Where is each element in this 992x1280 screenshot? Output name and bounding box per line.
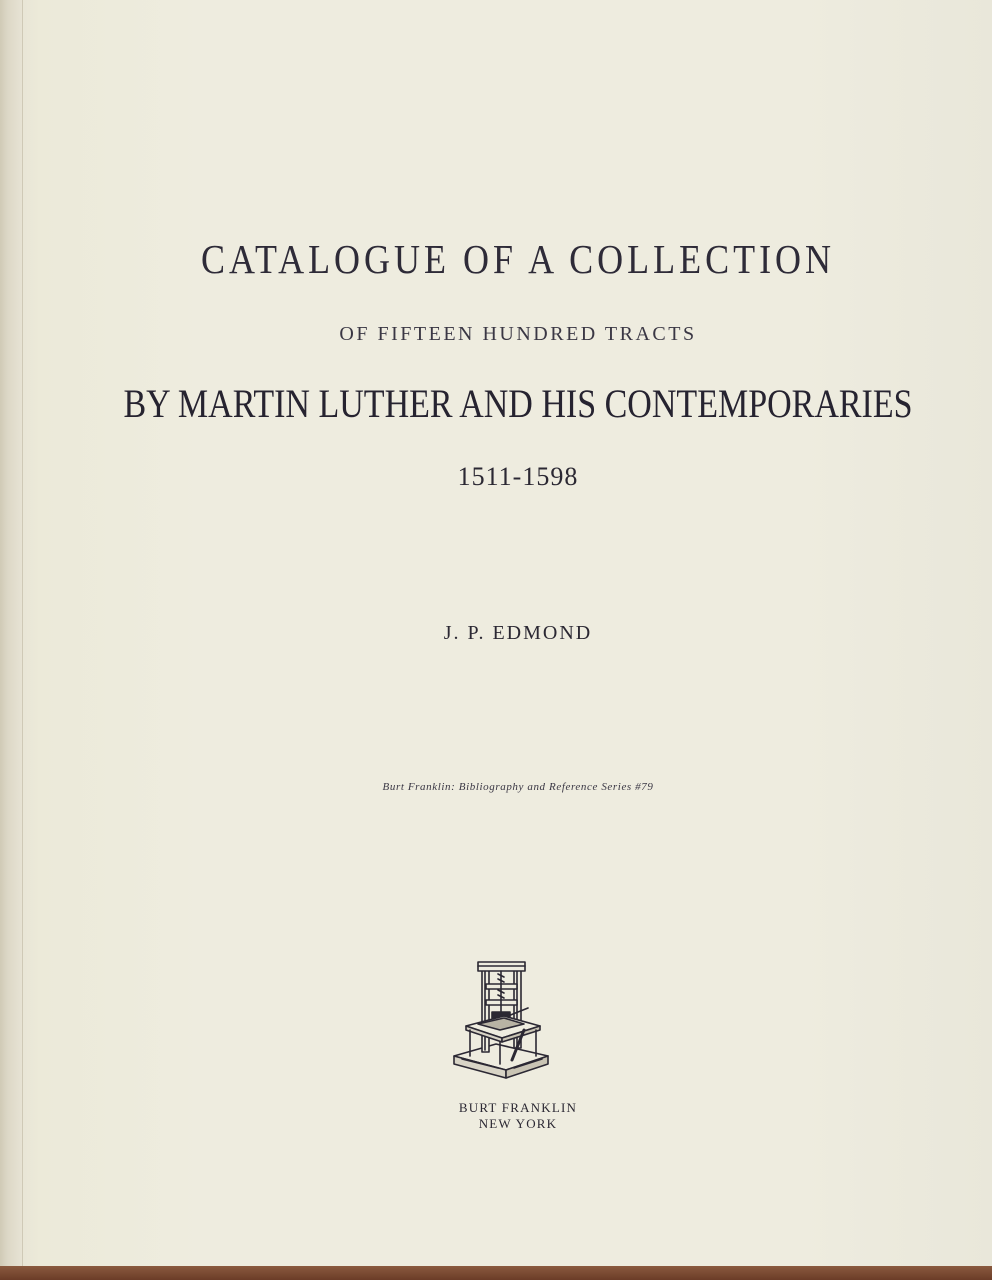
publisher-name: BURT FRANKLIN <box>458 1100 578 1115</box>
publisher-city: NEW YORK <box>478 1116 558 1131</box>
author-name: J. P. EDMOND <box>443 622 593 644</box>
title-line-1: CATALOGUE OF A COLLECTION <box>200 236 836 282</box>
book-cover-edge <box>0 1266 992 1280</box>
date-range: 1511-1598 <box>457 462 579 491</box>
title-line-2: OF FIFTEEN HUNDRED TRACTS <box>339 323 697 345</box>
binding-edge <box>0 0 23 1280</box>
series-note: Burt Franklin: Bibliography and Reference Series #79 <box>382 781 654 793</box>
title-line-3: BY MARTIN LUTHER AND HIS CONTEMPORARIES <box>123 382 913 427</box>
printing-press-icon <box>452 960 550 1085</box>
